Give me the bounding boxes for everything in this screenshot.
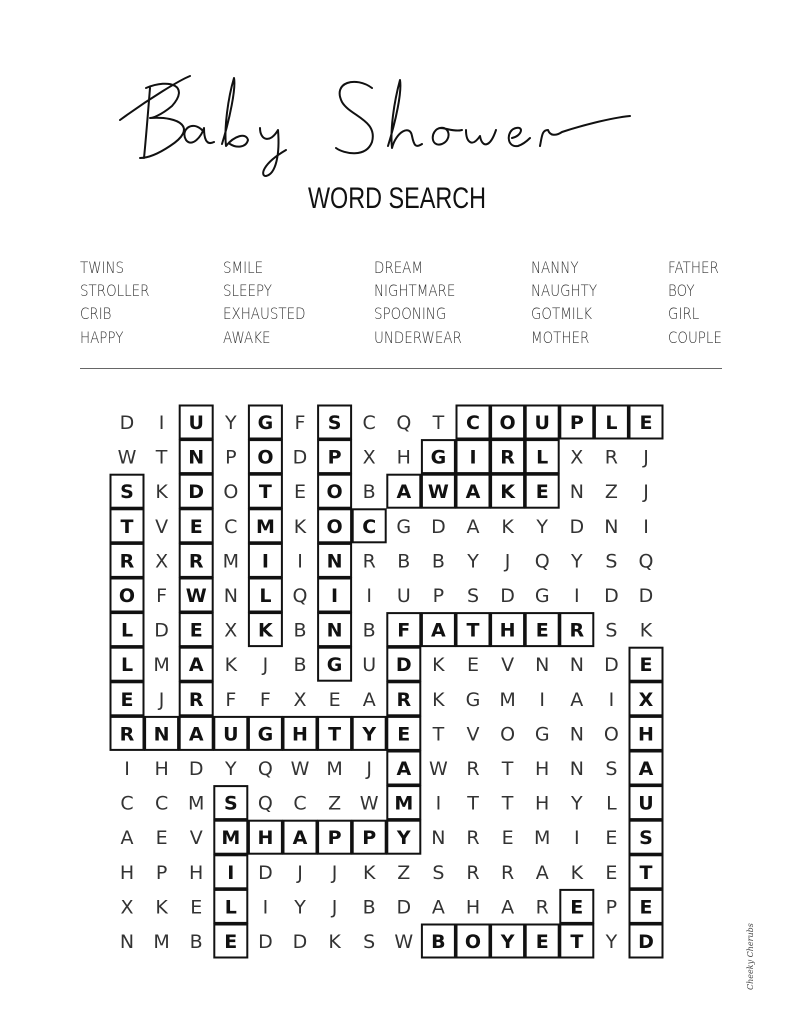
word-item: EXHAUSTED (223, 304, 306, 324)
grid-letter: N (569, 723, 584, 746)
grid-letter: Q (396, 412, 412, 434)
grid-letter: S (363, 931, 376, 953)
grid-letter: R (500, 446, 515, 469)
word-item: NIGHTMARE (374, 281, 456, 301)
grid-letter: J (643, 446, 649, 469)
grid-letter: O (257, 446, 274, 469)
grid-letter: G (326, 654, 343, 677)
grid-letter: H (189, 861, 204, 884)
grid-letter: R (500, 861, 515, 884)
grid-letter: A (120, 827, 134, 850)
grid-letter: D (569, 515, 585, 538)
grid-letter: A (638, 758, 654, 780)
grid-letter: W (117, 446, 137, 469)
grid-letter: O (326, 481, 343, 504)
grid-letter: I (608, 688, 615, 711)
grid-letter: B (293, 654, 307, 677)
grid-letter: N (569, 654, 584, 677)
grid-letter: Y (570, 550, 583, 573)
grid-letter: T (639, 861, 653, 884)
grid-letter: G (257, 412, 274, 434)
grid-letter: O (500, 723, 516, 746)
grid-letter: A (292, 827, 308, 850)
grid-letter: F (156, 585, 168, 607)
grid-letter: R (466, 758, 480, 780)
grid-letter: P (569, 412, 584, 434)
grid-letter: L (606, 792, 617, 815)
word-item: NAUGHTY (531, 281, 598, 301)
grid-letter: K (155, 481, 168, 504)
grid-letter: L (259, 585, 272, 607)
grid-letter: S (466, 585, 480, 607)
grid-letter: U (223, 723, 239, 746)
grid-letter: H (257, 827, 274, 850)
grid-letter: W (185, 585, 207, 607)
grid-letter: T (258, 481, 272, 504)
grid-letter: I (573, 585, 580, 607)
grid-letter: P (327, 446, 342, 469)
grid-letter: F (259, 688, 271, 711)
grid-letter: Z (397, 861, 411, 884)
word-item: CRIB (80, 304, 112, 324)
word-item: STROLLER (80, 281, 150, 301)
grid-letter: N (326, 550, 343, 573)
grid-letter: S (605, 550, 618, 573)
grid-letter: M (187, 792, 205, 815)
grid-letter: H (292, 723, 308, 746)
grid-letter: Y (224, 412, 237, 434)
word-item: DREAM (374, 258, 423, 277)
grid-letter: I (435, 792, 442, 815)
grid-letter: F (294, 412, 306, 434)
word-item: SPOONING (374, 304, 447, 324)
grid-letter: B (431, 550, 445, 573)
grid-letter: J (262, 654, 269, 677)
grid-letter: A (431, 896, 445, 919)
grid-letter: E (328, 688, 341, 711)
grid-letter: W (359, 792, 379, 815)
grid-letter: D (119, 412, 135, 434)
grid-letter: L (120, 654, 134, 677)
grid-letter: M (533, 827, 551, 850)
grid-letter: P (327, 827, 342, 850)
grid-letter: T (501, 792, 514, 815)
grid-letter: D (395, 654, 412, 677)
grid-letter: J (331, 896, 338, 919)
grid-letter: Q (292, 585, 308, 607)
grid-letter: Z (604, 481, 618, 504)
grid-letter: R (569, 619, 585, 642)
grid-letter: E (501, 827, 514, 850)
grid-letter: W (290, 758, 310, 780)
grid-letter: R (535, 896, 549, 919)
grid-letter: D (258, 861, 273, 884)
grid-letter: R (604, 446, 619, 469)
grid-letter: K (293, 515, 307, 538)
grid-letter: K (432, 654, 445, 677)
grid-letter: B (431, 931, 446, 953)
grid-letter: X (293, 688, 307, 711)
grid-letter: E (639, 896, 653, 919)
grid-letter: Y (500, 931, 515, 953)
grid-letter: P (432, 585, 445, 607)
grid-letter: B (362, 896, 376, 919)
grid-letter: H (535, 792, 550, 815)
grid-letter: N (326, 619, 343, 642)
grid-letter: C (466, 412, 480, 434)
grid-letter: I (262, 896, 269, 919)
grid-letter: E (535, 619, 549, 642)
grid-letter: B (189, 931, 203, 953)
word-item: COUPLE (668, 327, 722, 347)
grid-letter: J (297, 861, 303, 884)
grid-letter: T (328, 723, 342, 746)
grid-letter: L (224, 896, 237, 919)
grid-letter: S (120, 481, 134, 504)
grid-letter: U (396, 585, 411, 607)
grid-letter: K (432, 688, 445, 711)
grid-letter: Q (257, 792, 273, 815)
word-item: BOY (668, 281, 695, 301)
grid-letter: C (154, 792, 169, 815)
grid-letter: P (362, 827, 377, 850)
grid-letter: F (397, 619, 411, 642)
word-item: SLEEPY (223, 281, 273, 301)
grid-letter: A (466, 515, 480, 538)
grid-letter: R (396, 688, 412, 711)
grid-letter: N (569, 481, 584, 504)
grid-letter: D (604, 585, 619, 607)
grid-letter: G (534, 585, 550, 607)
grid-letter: A (188, 654, 204, 677)
grid-letter: I (573, 827, 580, 850)
grid-letter: Y (467, 550, 479, 573)
grid-letter: S (327, 412, 342, 434)
grid-letter: G (465, 688, 481, 711)
grid-letter: T (467, 792, 479, 815)
grid-letter: W (394, 931, 414, 953)
grid-letter: E (605, 827, 618, 850)
grid-letter: D (258, 931, 273, 953)
word-item: GIRL (668, 304, 700, 324)
grid-letter: H (119, 861, 135, 884)
grid-letter: E (639, 412, 653, 434)
grid-letter: A (501, 896, 515, 919)
grid-letter: I (331, 585, 339, 607)
grid-letter: A (535, 861, 549, 884)
grid-letter: R (362, 550, 376, 573)
grid-letter: E (189, 619, 203, 642)
grid-letter: S (223, 792, 238, 815)
grid-letter: T (432, 723, 445, 746)
grid-letter: V (155, 515, 169, 538)
grid-letter: K (501, 515, 514, 538)
grid-letter: M (153, 654, 170, 677)
grid-letter: P (155, 861, 168, 884)
grid-letter: T (155, 446, 168, 469)
grid-letter: E (570, 896, 584, 919)
grid-letter: B (362, 619, 376, 642)
grid-letter: S (432, 861, 445, 884)
grid-letter: N (431, 827, 446, 850)
grid-letter: Y (570, 792, 583, 815)
credit-text: Cheeky Cherubs (746, 923, 755, 990)
grid-letter: D (154, 619, 169, 642)
grid-letter: S (605, 619, 618, 642)
grid-letter: F (225, 688, 237, 711)
grid-letter: H (154, 758, 169, 780)
grid-letter: E (397, 723, 411, 746)
grid-letter: H (535, 758, 550, 780)
grid-letter: K (155, 896, 168, 919)
grid-letter: Q (257, 758, 273, 780)
grid-letter: H (499, 619, 516, 642)
word-item: HAPPY (80, 327, 124, 347)
grid-letter: D (188, 758, 204, 780)
grid-letter: M (255, 515, 275, 538)
grid-letter: P (225, 446, 237, 469)
word-item: MOTHER (531, 327, 590, 347)
grid-letter: U (638, 792, 654, 815)
grid-letter: Y (536, 515, 549, 538)
grid-letter: I (539, 688, 546, 711)
grid-letter: C (362, 515, 377, 538)
grid-letter: P (605, 896, 618, 919)
word-item: AWAKE (223, 327, 271, 347)
page-subtitle: WORD SEARCH (307, 182, 487, 215)
grid-letter: B (293, 619, 307, 642)
grid-letter: G (430, 446, 447, 469)
grid-letter: R (466, 827, 480, 850)
grid-letter: N (535, 654, 550, 677)
grid-letter: D (638, 931, 654, 953)
grid-letter: C (120, 792, 134, 815)
grid-letter: J (331, 861, 338, 884)
grid-letter: A (188, 723, 204, 746)
grid-letter: I (297, 550, 303, 573)
grid-letter: N (188, 446, 205, 469)
grid-letter: J (504, 550, 511, 573)
grid-letter: D (500, 585, 515, 607)
grid-letter: U (188, 412, 204, 434)
grid-letter: E (224, 931, 238, 953)
grid-letter: T (466, 619, 480, 642)
grid-letter: O (603, 723, 619, 746)
grid-letter: M (394, 792, 414, 815)
grid-letter: R (188, 688, 204, 711)
grid-letter: O (499, 412, 516, 434)
word-item: UNDERWEAR (374, 327, 462, 347)
grid-letter: Y (294, 896, 306, 919)
grid-letter: K (362, 861, 376, 884)
grid-letter: A (362, 688, 376, 711)
grid-letter: Y (605, 931, 618, 953)
grid-letter: N (569, 758, 584, 780)
grid-letter: E (155, 827, 168, 850)
grid-letter: D (188, 481, 205, 504)
grid-letter: J (366, 758, 373, 780)
grid-letter: M (499, 688, 516, 711)
grid-letter: J (643, 481, 649, 504)
grid-letter: S (639, 827, 653, 850)
grid-letter: A (570, 688, 584, 711)
grid-letter: D (638, 585, 654, 607)
grid-letter: R (466, 861, 480, 884)
grid-letter: A (465, 481, 481, 504)
word-item: SMILE (223, 258, 264, 277)
grid-letter: W (429, 758, 448, 780)
grid-letter: Q (638, 550, 654, 573)
grid-letter: E (535, 931, 549, 953)
grid-letter: I (366, 585, 373, 607)
grid-letter: C (224, 515, 238, 538)
grid-letter: M (221, 827, 241, 850)
grid-letter: U (534, 412, 550, 434)
grid-letter: M (153, 931, 170, 953)
grid-letter: K (328, 931, 341, 953)
grid-letter: E (639, 654, 653, 677)
grid-letter: T (570, 931, 584, 953)
grid-letter: D (396, 896, 412, 919)
grid-letter: I (469, 446, 477, 469)
grid-letter: E (466, 654, 480, 677)
grid-letter: D (431, 515, 446, 538)
grid-letter: U (362, 654, 377, 677)
grid-letter: H (465, 896, 481, 919)
grid-letter: T (120, 515, 134, 538)
grid-letter: J (158, 688, 165, 711)
grid-letter: X (570, 446, 584, 469)
grid-letter: K (224, 654, 238, 677)
grid-letter: G (534, 723, 550, 746)
grid-letter: E (120, 688, 134, 711)
grid-letter: C (362, 412, 376, 434)
grid-letter: H (396, 446, 411, 469)
grid-letter: M (222, 550, 240, 573)
grid-letter: O (464, 931, 482, 953)
grid-letter: K (500, 481, 515, 504)
grid-letter: X (120, 896, 134, 919)
grid-letter: H (638, 723, 654, 746)
grid-letter: I (227, 861, 235, 884)
word-item: FATHER (668, 258, 719, 277)
grid-letter: E (535, 481, 549, 504)
grid-letter: E (189, 515, 203, 538)
grid-letter: C (293, 792, 307, 815)
grid-letter: N (604, 515, 619, 538)
grid-letter: V (189, 827, 203, 850)
grid-letter: B (397, 550, 411, 573)
grid-letter: A (431, 619, 446, 642)
grid-letter: L (120, 619, 134, 642)
grid-letter: W (427, 481, 449, 504)
grid-letter: N (153, 723, 170, 746)
grid-letter: Y (224, 758, 237, 780)
grid-letter: S (605, 758, 618, 780)
grid-letter: Q (534, 550, 550, 573)
grid-letter: K (258, 619, 273, 642)
grid-letter: I (261, 550, 269, 573)
grid-letter: I (158, 412, 165, 434)
grid-letter: E (293, 481, 307, 504)
grid-letter: A (396, 758, 412, 780)
grid-letter: X (224, 619, 238, 642)
grid-letter: N (119, 931, 135, 953)
word-item: NANNY (531, 258, 579, 277)
grid-letter: Y (362, 723, 377, 746)
grid-letter: T (432, 412, 445, 434)
grid-letter: K (570, 861, 584, 884)
word-item: TWINS (80, 258, 125, 277)
grid-letter: E (605, 861, 618, 884)
grid-letter: X (362, 446, 376, 469)
grid-letter: V (501, 654, 515, 677)
grid-letter: L (536, 446, 549, 469)
grid-letter: I (643, 515, 649, 538)
grid-letter: V (466, 723, 480, 746)
grid-letter: G (257, 723, 274, 746)
grid-letter: A (396, 481, 412, 504)
grid-letter: O (118, 585, 136, 607)
grid-letter: D (292, 446, 308, 469)
grid-letter: E (190, 896, 203, 919)
grid-letter: O (223, 481, 239, 504)
grid-letter: I (124, 758, 130, 780)
grid-letter: N (223, 585, 238, 607)
grid-letter: Y (396, 827, 411, 850)
grid-letter: Z (328, 792, 342, 815)
grid-letter: K (639, 619, 653, 642)
grid-letter: R (119, 723, 135, 746)
grid-letter: D (604, 654, 619, 677)
grid-letter: X (638, 688, 654, 711)
grid-letter: X (155, 550, 169, 573)
grid-letter: B (362, 481, 376, 504)
word-item: GOTMILK (531, 304, 593, 324)
grid-letter: R (188, 550, 204, 573)
grid-letter: D (292, 931, 308, 953)
grid-letter: M (326, 758, 343, 780)
grid-letter: G (396, 515, 412, 538)
grid-letter: L (605, 412, 618, 434)
grid-letter: O (326, 515, 343, 538)
grid-letter: R (119, 550, 135, 573)
grid-letter: T (501, 758, 514, 780)
